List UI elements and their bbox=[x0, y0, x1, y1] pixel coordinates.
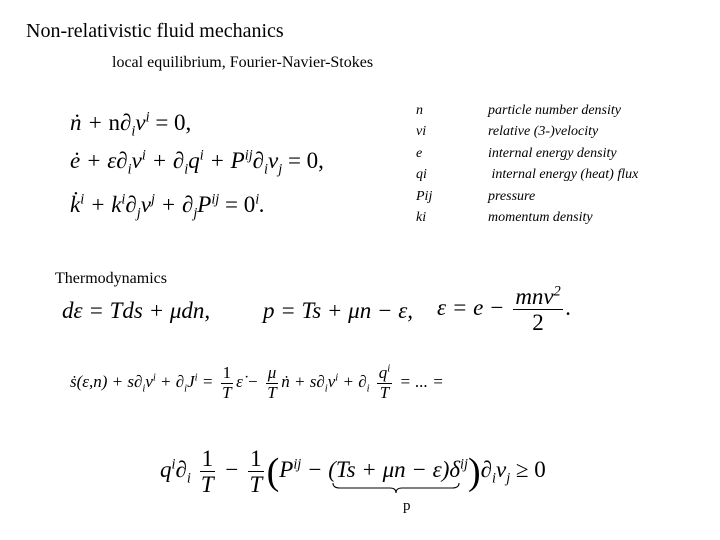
symbol-p: Pij bbox=[416, 188, 433, 204]
symbol-k: ki bbox=[416, 210, 427, 226]
variable-definitions bbox=[488, 100, 638, 228]
equation-particle-balance: ṅ + $n\partial_iv^i = 0$, bbox=[70, 109, 192, 140]
underbrace-label-p: p bbox=[403, 498, 411, 514]
equation-entropy-balance: ṡ(ε,n) + $s\partial_iv^i + \partial_iJ^i$ = $\frac{1}{T}$ ε̇ − $\frac{\mu}{T}$ ṅ + $s\partial_iv^i + \partial_i$ $\frac{q^i}{T}$ = ... = bbox=[70, 363, 444, 402]
symbol-n: n bbox=[416, 103, 423, 118]
page-subtitle: local equilibrium, Fourier-Navier-Stokes bbox=[112, 54, 374, 71]
equation-momentum-balance: k̇$^i$ + $k^i\partial_jv^j + \partial_jP^{ij} = 0^i$. bbox=[70, 191, 265, 222]
equation-gibbs-relation: dε = Tds + μdn, bbox=[62, 298, 211, 323]
variable-symbols bbox=[416, 100, 432, 228]
equation-internal-energy: ε = e − $\frac{mnv^2}{2}$ . bbox=[437, 283, 572, 336]
equation-pressure: p = Ts + μn − ε, bbox=[263, 298, 414, 323]
symbol-v: vi bbox=[416, 124, 427, 140]
definition-q: internal energy (heat) flux bbox=[488, 167, 639, 183]
page-title: Non-relativistic fluid mechanics bbox=[26, 20, 284, 42]
symbol-q: qi bbox=[416, 167, 427, 183]
equation-energy-balance: ė + $\varepsilon\partial_iv^i + \partial_iq^i + P^{ij}\partial_iv_j = 0$, bbox=[70, 147, 324, 178]
section-label-thermodynamics: Thermodynamics bbox=[55, 270, 167, 287]
definition-v: relative (3-)velocity bbox=[488, 124, 599, 140]
equation-entropy-production: $q^i\partial_i$ $\frac{1}{T}$ − $\frac{1}{T}$ $(P^{ij} - (Ts + \mu n - \varepsilon)\delta^{ij})\partial_iv_j \ge 0$ bbox=[160, 446, 546, 498]
definition-n: particle number density bbox=[488, 103, 621, 118]
definition-p: pressure bbox=[488, 188, 536, 204]
underbrace-pressure bbox=[332, 482, 460, 494]
symbol-e: e bbox=[416, 145, 423, 161]
definition-k: momentum density bbox=[488, 210, 593, 226]
definition-e: internal energy density bbox=[488, 145, 617, 161]
